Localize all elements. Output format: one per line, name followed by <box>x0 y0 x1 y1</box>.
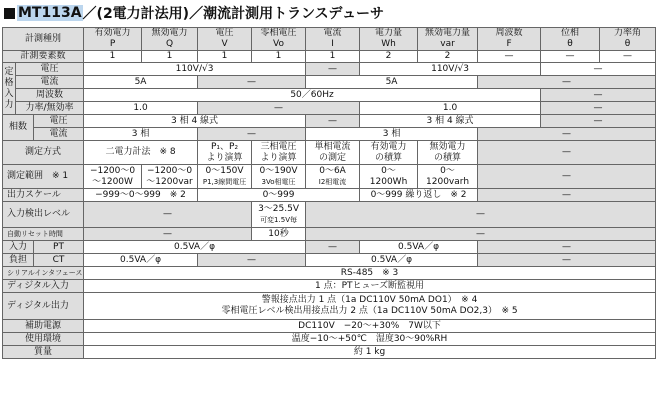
row-label: ディジタル入力 <box>3 280 84 293</box>
header-vo: 零相電圧 Vo <box>252 28 306 51</box>
cell: 0～6A I2相電流 <box>306 165 360 189</box>
cell: 0.5VA／φ <box>360 241 478 254</box>
cell: 0～999 <box>198 189 360 202</box>
cell: 1 <box>142 51 198 63</box>
header-i: 電流 I <box>306 28 360 51</box>
row-label: CT <box>34 254 84 267</box>
row-label: 力率/無効率 <box>16 102 84 115</box>
row-label: シリアルインタフェース <box>3 267 84 280</box>
header-f: 周波数 F <box>478 28 541 51</box>
header-v: 電圧 V <box>198 28 252 51</box>
header-phase: 位相 θ <box>541 28 600 51</box>
header-pf-angle: 力率角 θ <box>600 28 656 51</box>
burden-ct-row <box>3 254 656 267</box>
cell: — <box>541 89 656 102</box>
cell: 三相電圧 より演算 <box>252 141 306 165</box>
row-label: 電圧 <box>16 63 84 76</box>
cell: 110V/√3 <box>360 63 541 76</box>
cell: 50／60Hz <box>84 89 541 102</box>
row-label: 測定方式 <box>3 141 84 165</box>
row-label: 電流 <box>16 76 84 89</box>
digital-input-row <box>3 280 656 293</box>
mass-row <box>3 346 656 359</box>
header-q: 無効電力 Q <box>142 28 198 51</box>
cell: — <box>541 102 656 115</box>
cell: — <box>478 128 656 141</box>
cell: 3 相 4 線式 <box>360 115 541 128</box>
cell: — <box>306 228 656 241</box>
phases-voltage-row <box>3 115 656 128</box>
cell: — <box>84 202 252 228</box>
row-label: 計測要素数 <box>3 51 84 63</box>
cell: — <box>478 51 541 63</box>
cell: 3 相 <box>84 128 198 141</box>
cell: 2 <box>418 51 478 63</box>
cell: 0.5VA／φ <box>306 254 478 267</box>
cell: — <box>541 115 656 128</box>
row-label: 補助電源 <box>3 320 84 333</box>
cell: −1200～0 ～1200W <box>84 165 142 189</box>
cell: 単相電流 の測定 <box>306 141 360 165</box>
cell: — <box>478 241 656 254</box>
cell: DC110V −20～+30% 7W以下 <box>84 320 656 333</box>
row-label: PT <box>34 241 84 254</box>
cell: — <box>198 128 306 141</box>
title-description: ／(2電力計法用)／潮流計測用トランスデューサ <box>82 6 384 22</box>
row-label: 周波数 <box>16 89 84 102</box>
environment-row <box>3 333 656 346</box>
cell: 約 1 kg <box>84 346 656 359</box>
cell: 5A <box>306 76 478 89</box>
header-var: 無効電力量 var <box>418 28 478 51</box>
phases-current-row <box>3 128 656 141</box>
cell: −1200～0 ～1200var <box>142 165 198 189</box>
row-label: 自動リセット時間 <box>3 228 84 241</box>
cell: — <box>478 76 656 89</box>
header-p: 有効電力 P <box>84 28 142 51</box>
aux-power-row <box>3 320 656 333</box>
cell: — <box>541 51 600 63</box>
row-label: 入力検出レベル <box>3 202 84 228</box>
cell: P₁、P₂ より演算 <box>198 141 252 165</box>
cell: 3 相 <box>306 128 478 141</box>
detect-row <box>3 202 656 228</box>
header-label: 計測種別 <box>3 28 84 51</box>
cell: 10秒 <box>252 228 306 241</box>
cell: 1 <box>306 51 360 63</box>
cell: 有効電力 の積算 <box>360 141 418 165</box>
row-label: ディジタル出力 <box>3 293 84 320</box>
model-name: MT113A <box>18 5 82 21</box>
row-label: 電流 <box>34 128 84 141</box>
spec-table <box>2 27 656 359</box>
cell: — <box>198 102 360 115</box>
cell: — <box>306 241 360 254</box>
cell: — <box>84 228 252 241</box>
autoreset-row <box>3 228 656 241</box>
cell: — <box>306 202 656 228</box>
cell: — <box>478 141 656 165</box>
serial-row <box>3 267 656 280</box>
row-label: 質量 <box>3 346 84 359</box>
elements-row <box>3 51 656 63</box>
rating-group-label: 定 格 入 力 <box>3 63 16 115</box>
cell: 2 <box>360 51 418 63</box>
cell: 0～999 繰り返し ※ 2 <box>360 189 478 202</box>
cell: 二電力計法 ※ 8 <box>84 141 198 165</box>
cell: 警報接点出力 1 点（1a DC110V 50mA DO1） ※ 4 零相電圧レベル検出用接点出力 2 点（1a DC110V 50mA DO2,3） ※ 5 <box>84 293 656 320</box>
method-row <box>3 141 656 165</box>
cell: 0～ 1200Wh <box>360 165 418 189</box>
digital-output-row <box>3 293 656 320</box>
cell: 0～150V P1,3線間電圧 <box>198 165 252 189</box>
cell: 0～190V 3Vo相電圧 <box>252 165 306 189</box>
cell: — <box>541 63 656 76</box>
cell: −999～0～999 ※ 2 <box>84 189 198 202</box>
range-row <box>3 165 656 189</box>
phases-group-label: 相数 <box>3 115 34 141</box>
cell: 0.5VA／φ <box>84 241 306 254</box>
row-label: 出力スケール <box>3 189 84 202</box>
cell: 5A <box>84 76 198 89</box>
square-bullet-icon <box>4 8 15 19</box>
burden-group-label: 入力 <box>3 241 34 254</box>
cell: RS-485 ※ 3 <box>84 267 656 280</box>
cell: 1 点：PTヒューズ断監視用 <box>84 280 656 293</box>
cell: 温度−10～+50℃ 湿度30～90%RH <box>84 333 656 346</box>
cell: 1 <box>84 51 142 63</box>
cell: 3 相 4 線式 <box>84 115 306 128</box>
scale-row <box>3 189 656 202</box>
header-wh: 電力量 Wh <box>360 28 418 51</box>
rating-pf-row <box>3 102 656 115</box>
cell: 0～ 1200varh <box>418 165 478 189</box>
cell: — <box>478 165 656 189</box>
row-label: 測定範囲 ※ 1 <box>3 165 84 189</box>
cell: — <box>198 76 306 89</box>
cell: — <box>478 254 656 267</box>
burden-group-label: 負担 <box>3 254 34 267</box>
burden-pt-row <box>3 241 656 254</box>
cell: — <box>478 189 656 202</box>
cell: 110V/√3 <box>84 63 306 76</box>
cell: 1 <box>252 51 306 63</box>
cell: — <box>306 115 360 128</box>
rating-freq-row <box>3 89 656 102</box>
cell: — <box>600 51 656 63</box>
rating-voltage-row <box>3 63 656 76</box>
header-row <box>3 28 656 51</box>
cell: 1.0 <box>84 102 198 115</box>
rating-current-row <box>3 76 656 89</box>
cell: 1 <box>198 51 252 63</box>
cell: 無効電力 の積算 <box>418 141 478 165</box>
cell: — <box>198 254 306 267</box>
row-label: 電圧 <box>34 115 84 128</box>
cell: 1.0 <box>360 102 541 115</box>
cell: — <box>306 63 360 76</box>
document-title <box>4 2 384 24</box>
cell: 0.5VA／φ <box>84 254 198 267</box>
cell: 3～25.5V 可変1.5V毎 <box>252 202 306 228</box>
row-label: 使用環境 <box>3 333 84 346</box>
